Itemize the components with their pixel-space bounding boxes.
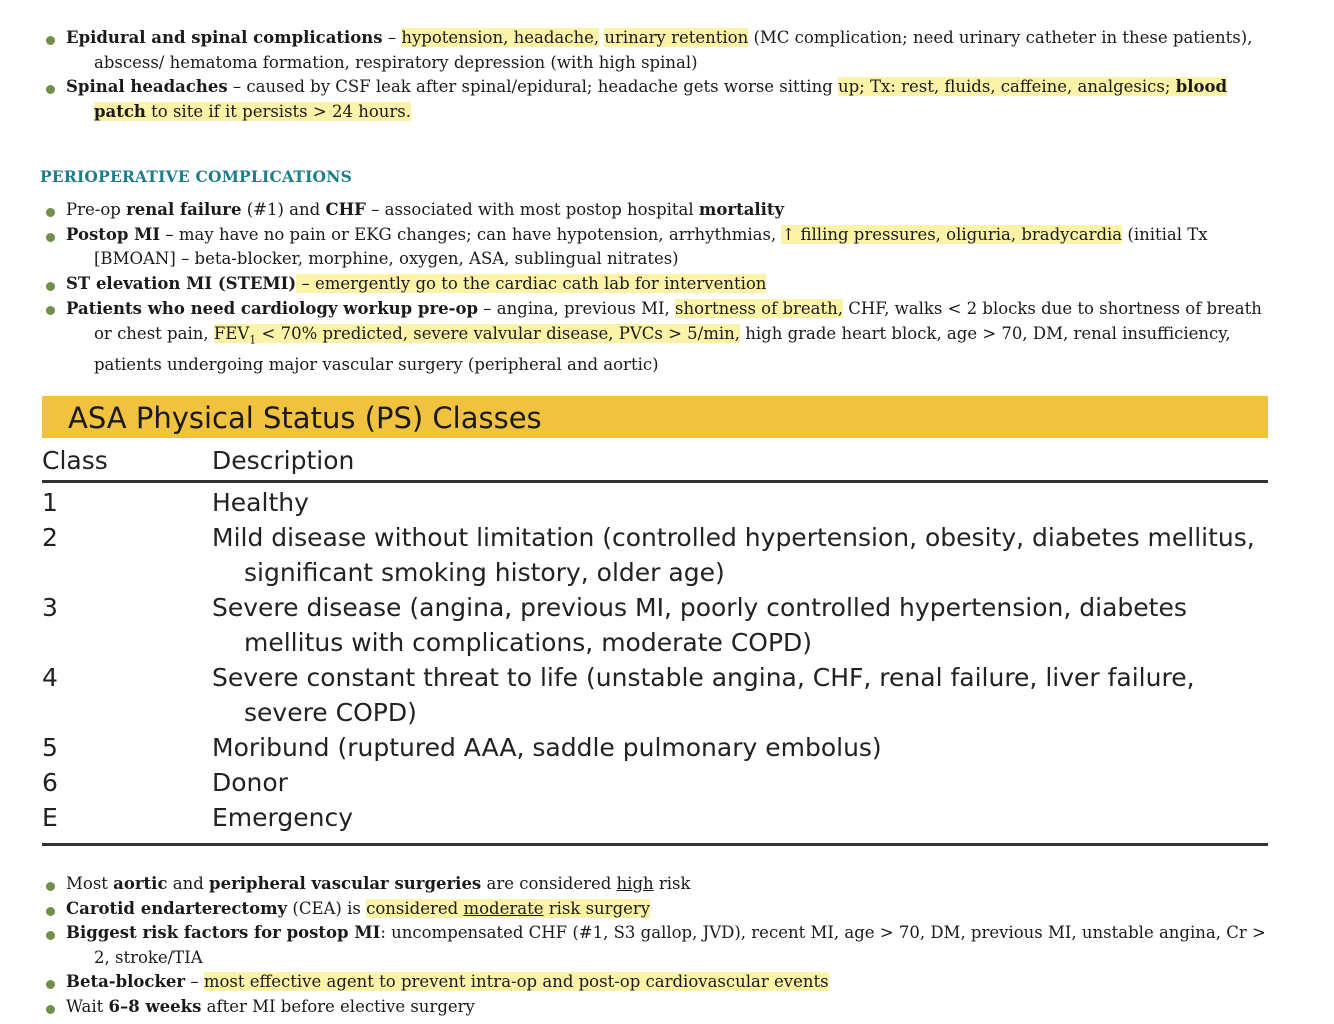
periop-bullet-list [44,198,1284,377]
highlight: shortness of breath, [675,299,844,318]
highlight: $FEV_1 < 70\%$ predicted, severe valvular disease, PVCs > 5/min, [213,324,740,347]
table-row: 5 Moribund (ruptured AAA, saddle pulmonary embolus) [42,733,882,762]
table-row: 4 Severe constant threat to life (unstable angina, CHF, renal failure, liver failure, severe COPD) [42,663,1195,727]
bullet-renal-failure: Pre-op renal failure (#1) and CHF – associated with most postop hospital mortality [44,198,1284,223]
bottom-bullet-list [44,872,1284,1019]
bullet-beta-blocker: Beta-blocker – most effective agent to prevent intra-op and post-op cardiovascular events [44,970,1284,995]
table-row: 3 Severe disease (angina, previous MI, poorly controlled hypertension, diabetes mellitus with complications, moderate COPD) [42,593,1187,657]
highlight: up; Tx: rest, fluids, caffeine, analgesics; blood patch to site if it persists > 24 hours. [94,77,1228,121]
table-row: E Emergency [42,803,354,832]
table-row: 6 Donor [42,768,288,797]
bullet-cardiology-workup: Patients who need cardiology workup pre-op – angina, previous MI, shortness of breath, CHF, walks < 2 blocks due to shortness of breath or chest pain, $FEV_1 < 70\%$ predicted, severe valvular disease, PVCs > 5/min, high grade heart block, age > 70, DM, renal insufficiency, patients undergoing major vascular surgery (peripheral and aortic) [44,296,1284,377]
bullet-postop-mi: Postop MI – may have no pain or EKG changes; can have hypotension, arrhythmias, ↑ filling pressures, oliguria, bradycardia (initial Tx [BMOAN] – beta-blocker, morphine, oxygen, ASA, sublingual nitrates) [44,223,1284,272]
bullet-aortic-surgery: Most aortic and peripheral vascular surgeries are considered high risk [44,872,1284,897]
highlight: considered moderate risk surgery [366,898,651,918]
asa-table-title: ASA Physical Status (PS) Classes [42,396,1268,438]
bullet-stemi: ST elevation MI (STEMI) – emergently go to the cardiac cath lab for intervention [44,272,1284,297]
asa-table-body [42,483,1268,846]
column-header-class: Class [42,446,108,475]
highlight: – emergently go to the cardiac cath lab for intervention [296,273,767,293]
asa-table [42,446,1268,846]
bullet-carotid-endarterectomy: Carotid endarterectomy (CEA) is considered moderate risk surgery [44,897,1284,922]
bullet-spinal-headaches: Spinal headaches – caused by CSF leak after spinal/epidural; headache gets worse sitting up; Tx: rest, fluids, caffeine, analgesics; blood patch to site if it persists > 24 hours. [44,75,1284,124]
highlight: urinary retention [604,28,749,47]
asa-table-header [42,446,1268,483]
table-row: 1 Healthy [42,488,309,517]
bullet-epidural-complications: Epidural and spinal complications – hypotension, headache, urinary retention (MC complication; need urinary catheter in these patients), abscess/ hematoma formation, respiratory depression (with high spinal) [44,26,1284,75]
bullet-wait-after-mi: Wait 6–8 weeks after MI before elective surgery [44,995,1284,1020]
section-title: PERIOPERATIVE COMPLICATIONS [40,167,353,186]
highlight: hypotension, headache, [401,28,600,47]
highlight: ↑ filling pressures, oliguria, bradycardia [781,224,1123,244]
column-header-description: Description [212,446,355,475]
bullet-risk-factors: Biggest risk factors for postop MI: uncompensated CHF (#1, S3 gallop, JVD), recent MI, age > 70, DM, previous MI, unstable angina, Cr > 2, stroke/TIA [44,921,1284,970]
top-bullet-list [44,26,1284,124]
table-row: 2 Mild disease without limitation (controlled hypertension, obesity, diabetes mellitus, significant smoking history, older age) [42,523,1255,587]
highlight: most effective agent to prevent intra-op and post-op cardiovascular events [203,972,829,991]
